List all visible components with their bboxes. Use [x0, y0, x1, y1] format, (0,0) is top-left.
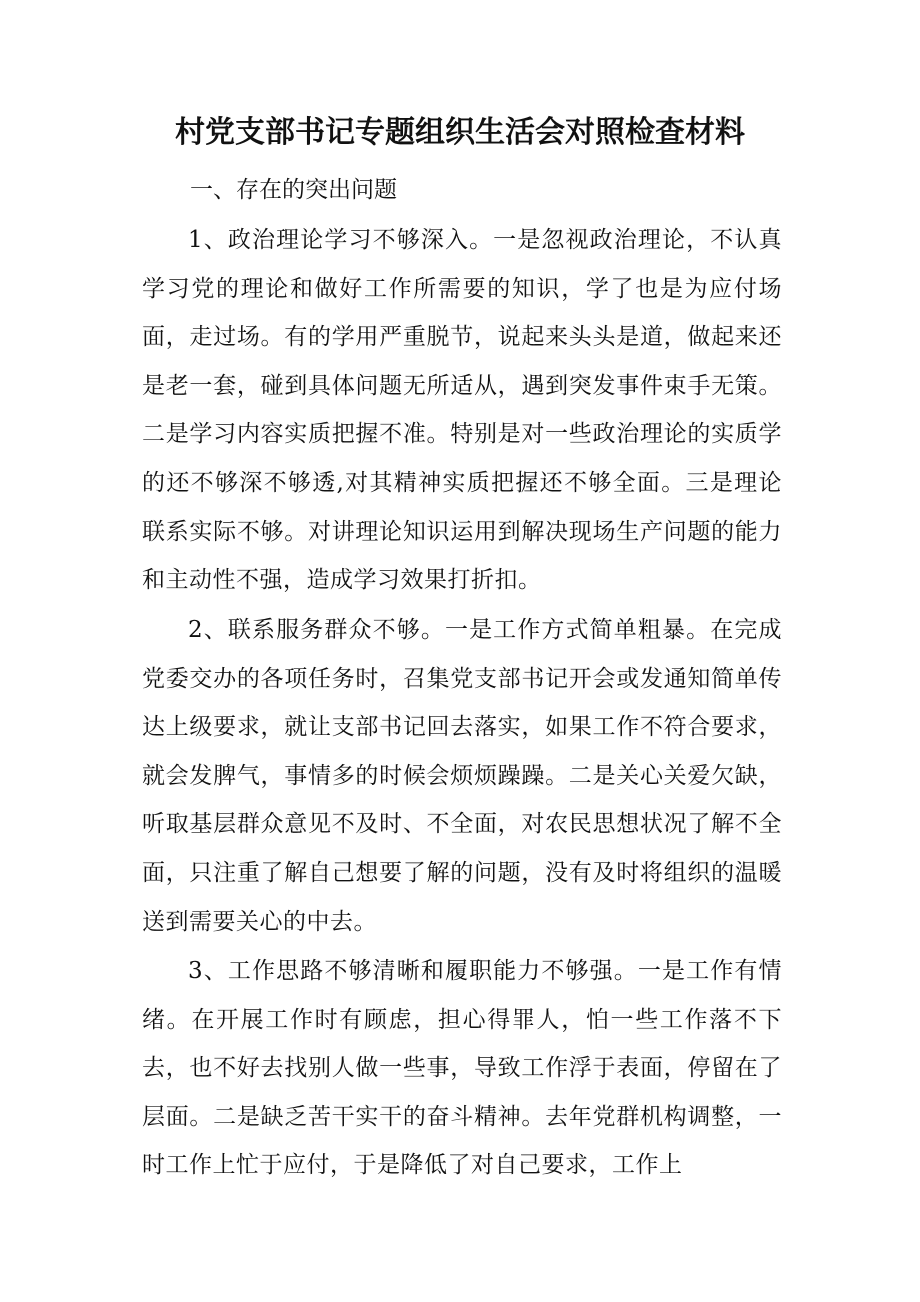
section-heading: 一、存在的突出问题 — [190, 177, 397, 203]
paragraph-1: 1、政治理论学习不够深入。一是忽视政治理论，不认真学习党的理论和做好工作所需要的知识，学了也是为应付场面，走过场。有的学用严重脱节，说起来头头是道，做起来还是老一套，碰到具体问题无所适从，遇到突发事件束手无策。二是学习内容实质把握不准。特别是对一些政治理论的实质学的还不够深不够透,对其精神实质把握还不够全面。三是理论联系实际不够。对讲理论知识运用到解决现场生产问题的能力和主动性不强，造成学习效果打折扣。 — [142, 227, 782, 594]
document-title: 村党支部书记专题组织生活会对照检查材料 — [175, 115, 745, 150]
paragraph-3: 3、工作思路不够清晰和履职能力不够强。一是工作有情绪。在开展工作时有顾虑，担心得罪人，怕一些工作落不下去，也不好去找别人做一些事，导致工作浮于表面，停留在了层面。二是缺乏苦干实干的奋斗精神。去年党群机构调整，一时工作上忙于应付，于是降低了对自己要求，工作上 — [142, 958, 782, 1179]
paragraph-2: 2、联系服务群众不够。一是工作方式简单粗暴。在完成党委交办的各项任务时，召集党支部书记开会或发通知简单传达上级要求，就让支部书记回去落实，如果工作不符合要求，就会发脾气，事情多的时候会烦烦躁躁。二是关心关爱欠缺，听取基层群众意见不及时、不全面，对农民思想状况了解不全面，只注重了解自己想要了解的问题，没有及时将组织的温暖送到需要关心的中去。 — [142, 617, 782, 935]
